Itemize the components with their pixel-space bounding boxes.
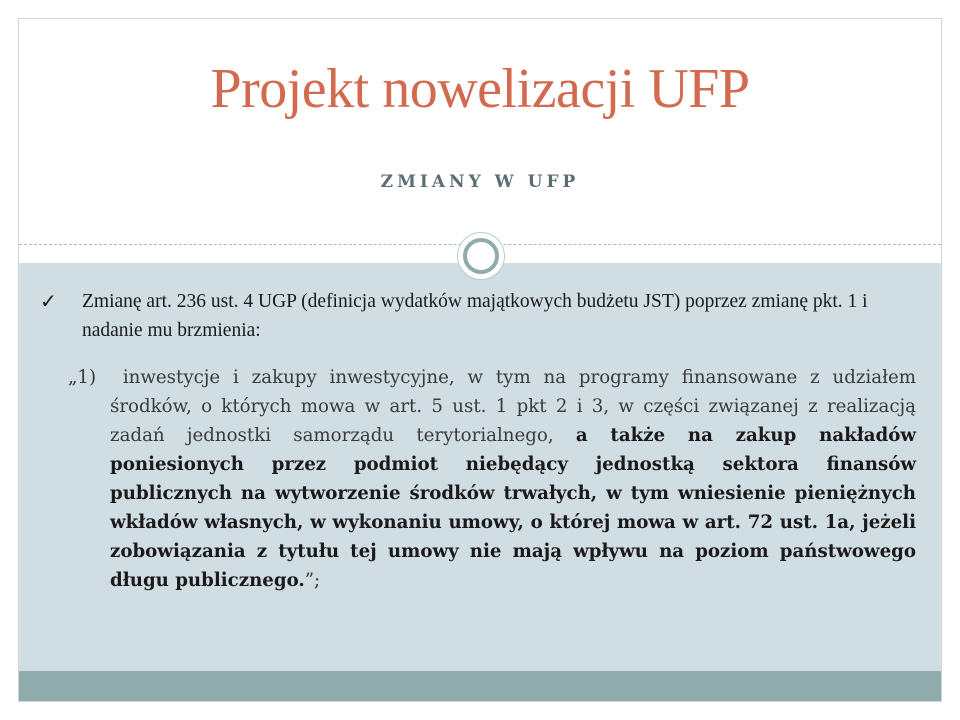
- bullet-paragraph: [40, 287, 918, 345]
- slide-content: [40, 287, 918, 595]
- slide-subtitle: ZMIANY W UFP: [380, 172, 580, 192]
- quote-tail: ”;: [304, 570, 321, 591]
- quote-lead: „1): [68, 367, 97, 388]
- quoted-provision: [62, 363, 918, 595]
- slide-title: Projekt nowelizacji UFP: [210, 58, 750, 120]
- checkmark-icon: ✓: [40, 289, 57, 313]
- bullet-text: Zmianę art. 236 ust. 4 UGP (definicja wydatków majątkowych budżetu JST) poprzez zmianę pkt. 1 i nadanie mu brzmienia:: [82, 291, 868, 341]
- quote-bold-text: a także na zakup nakładów poniesionych przez podmiot niebędący jednostką sektora finansów publicznych na wytworzenie środków trwałych, w tym wniesienie pieniężnych wkładów własnych, w wykonaniu umowy, o której mowa w art. 72 ust. 1a, jeżeli zobowiązania z tytułu tej umowy nie mają wpływu na poziom państwowego długu publicznego.: [110, 425, 916, 591]
- double-circle-ornament-icon: [457, 232, 505, 280]
- footer-strip: [19, 671, 941, 701]
- quote-normal-text: inwestycje i zakupy inwestycyjne, w tym na programy finansowane z udziałem środków, o których mowa w art. 5 ust. 1 pkt 2 i 3, w części związanej z realizacją zadań jednostki samorządu terytorialnego,: [110, 367, 916, 446]
